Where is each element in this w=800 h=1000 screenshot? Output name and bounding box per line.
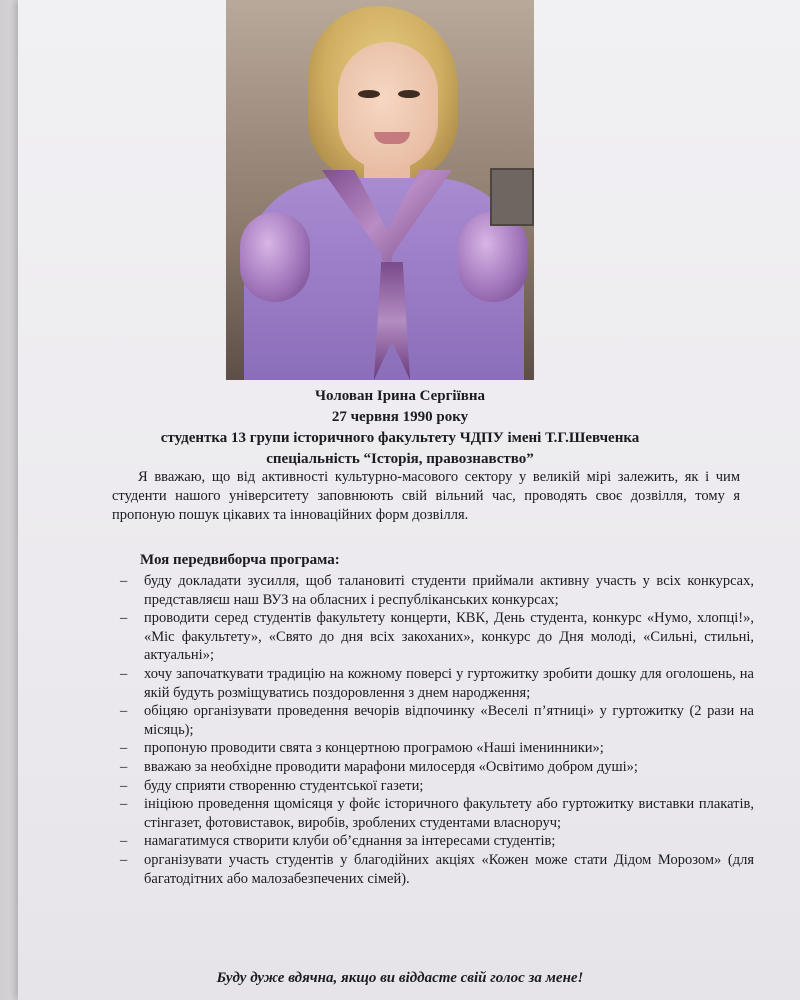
program-list — [114, 572, 754, 888]
list-dash: – — [120, 777, 128, 794]
list-dash: – — [120, 833, 128, 850]
candidate-photo — [226, 0, 534, 380]
candidate-name: Чолован Ірина Сергіївна — [315, 388, 485, 404]
list-item: – обіцяю організувати проведення вечорів відпочинку «Веселі п’ятниці» у гуртожитку (2 рази на місяць); — [120, 703, 754, 738]
list-dash: – — [120, 573, 128, 589]
list-dash: – — [120, 851, 128, 868]
flyer-text — [0, 386, 800, 986]
list-dash: – — [120, 758, 128, 775]
list-dash: – — [120, 610, 128, 627]
program-title: Моя передвиборча програма: — [140, 552, 340, 568]
list-item: – намагатимуся створити клуби об’єднання за інтересами студентів; — [120, 833, 556, 850]
list-item: – проводити серед студентів факультету концерти, КВК, День студента, конкурс «Нумо, хлопці!», «Міс факультету», «Свято до дня всіх закоханих», конкурс до Дня молоді, «Сильні, стильні, актуальні»; — [120, 610, 754, 664]
list-dash: – — [120, 665, 128, 682]
list-item: – ініціюю проведення щомісяця у фойє історичного факультету або гуртожитку виставки плакатів, стінгазет, фотовиставок, виробів, зроблених студентами власноруч; — [120, 796, 754, 831]
candidate-group: студентка 13 групи історичного факультету ЧДПУ імені Т.Г.Шевченка — [160, 430, 640, 446]
intro-paragraph: Я вважаю, що від активності культурно-масового сектору у великій мірі залежить, як і чим студенти нашого університету заповнюють свій вільний час, проводять своє дозвілля, тому я пропоную пошук цікавих та інноваційних форм дозвілля. — [112, 469, 740, 523]
list-dash: – — [120, 796, 128, 813]
list-item: – хочу започаткувати традицію на кожному поверсі у гуртожитку зробити дошку для оголошень, на якій будуть розміщуватись поздоровлення з днем народження; — [120, 665, 754, 701]
closing-line: Буду дуже вдячна, якщо ви віддасте свій голос за мене! — [216, 970, 584, 986]
candidate-birthdate: 27 червня 1990 року — [331, 409, 469, 425]
list-dash: – — [120, 740, 128, 757]
list-item: – організувати участь студентів у благодійних акціях «Кожен може стати Дідом Морозом» (для багатодітних або малозабезпечених сімей). — [120, 851, 754, 887]
list-item: – буду докладати зусилля, щоб талановиті студенти приймали активну участь у всіх конкурсах, представляєш наш ВУЗ на обласних і республіканських конкурсах; — [120, 573, 754, 608]
list-item: – пропоную проводити свята з концертною програмою «Наші іменинники»; — [120, 740, 604, 757]
candidate-specialty: спеціальність “Історія, правознавство” — [266, 451, 534, 467]
list-dash: – — [120, 703, 128, 720]
list-item: – буду сприяти створенню студентської газети; — [120, 777, 424, 794]
list-item: – вважаю за необхідне проводити марафони милосердя «Освітимо добром душі»; — [120, 758, 638, 775]
